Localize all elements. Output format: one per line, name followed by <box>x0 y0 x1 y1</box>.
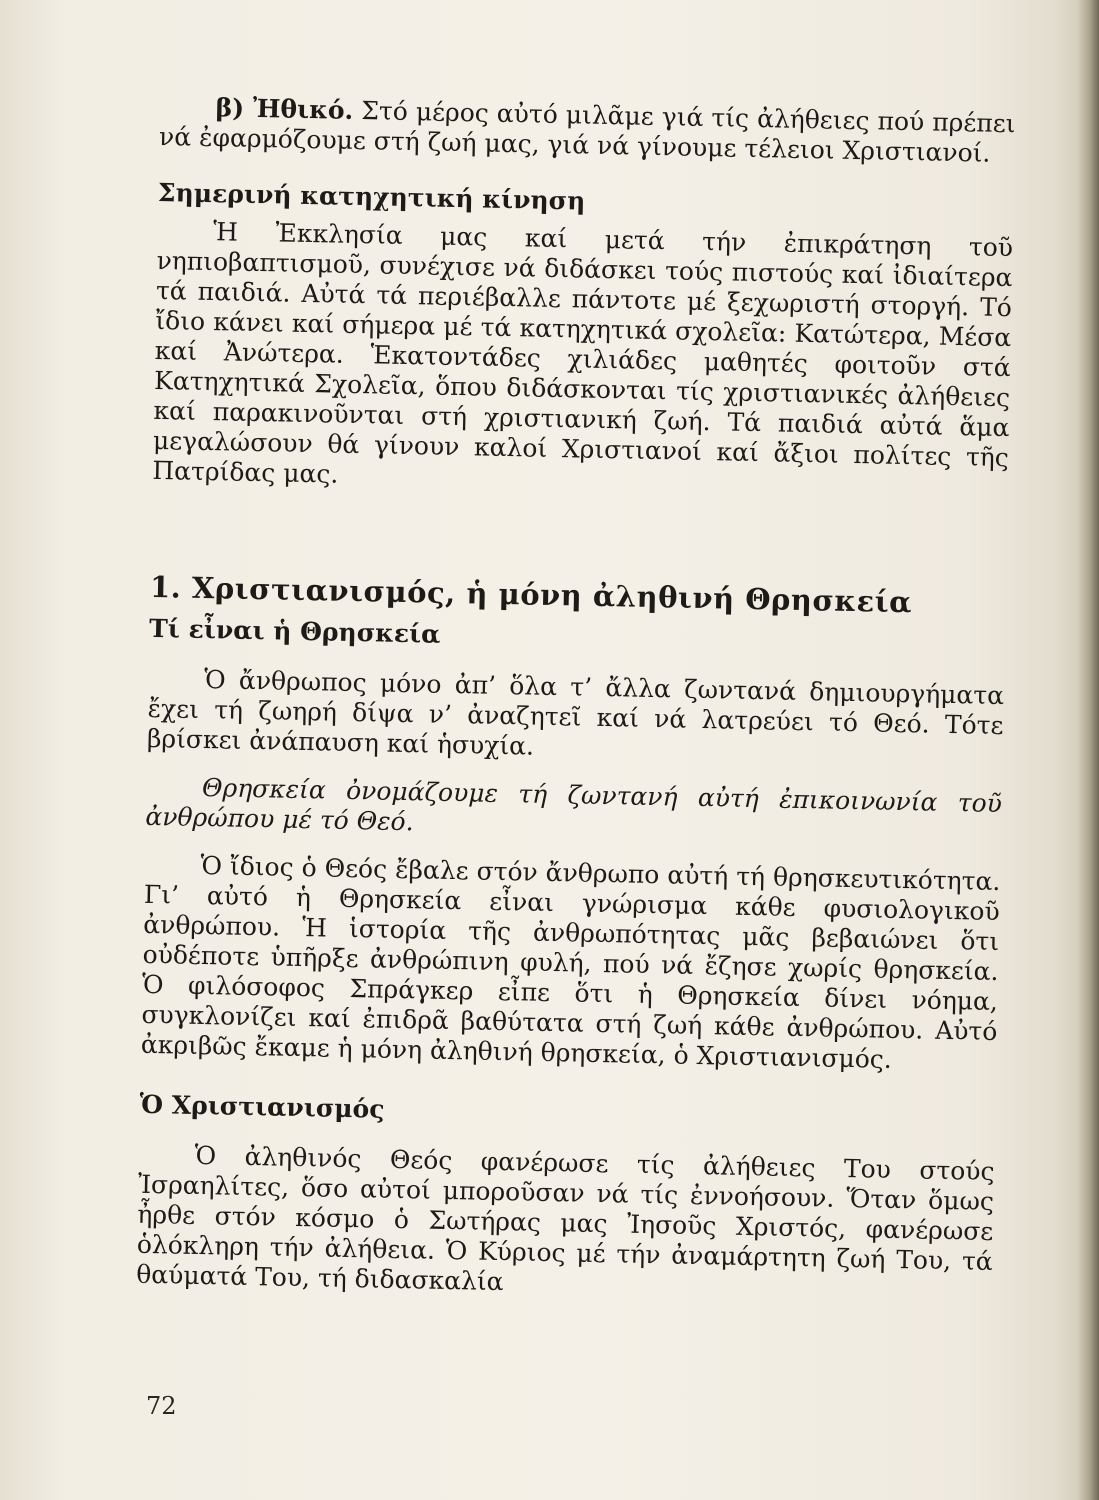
paragraph-religion-1: Ὁ ἄνθρωπος μόνο ἀπ’ ὅλα τ’ ἄλλα ζωντανά δημιουργήματα ἔχει τή ζωηρή δίψα ν’ ἀναζητεῖ καί νά λατρεύει τό Θεό. Τότε βρίσκει ἀνάπαυση καί ἡσυχία. <box>146 665 1005 761</box>
paragraph-religion-definition: Θρησκεία ὀνομάζουμε τή ζωντανή αὐτή ἐπικοινωνία τοῦ ἀνθρώπου μέ τό Θεό. <box>145 772 1003 837</box>
heading-catechetical-movement: Σημερινή κατηχητική κίνηση <box>157 177 586 216</box>
heading-christianity: Ὁ Χριστιανισμός <box>139 1089 385 1124</box>
page-edge-shadow <box>1077 0 1099 1500</box>
chapter-title: 1. Χριστιανισμός, ἡ μόνη ἀληθινή Θρησκεία <box>149 569 913 620</box>
page-text-block <box>136 92 1016 1307</box>
paragraph-religion-2: Ὁ ἴδιος ὁ Θεός ἔβαλε στόν ἄνθρωπο αὐτή τή θρησκευτικότητα. Γι’ αὐτό ἡ Θρησκεία εἶναι γνώρισμα κάθε φυσιολογικοῦ ἀνθρώπου. Ἡ ἱστορία τῆς ἀνθρωπότητας μᾶς βεβαιώνει ὅτι οὐδέποτε ὑπῆρξε ἀνθρώπινη φυλή, πού νά ἔζησε χωρίς θρησκεία. Ὁ φιλόσοφος Σπράγκερ εἶπε ὅτι ἡ Θρησκεία δίνει νόημα, συγκλονίζει καί ἐπιδρᾶ βαθύτατα στή ζωή κάθε ἀνθρώπου. Αὐτό ἀκριβῶς ἔκαμε ἡ μόνη ἀληθινή θρησκεία, ὁ Χριστιανισμός. <box>140 850 1001 1074</box>
heading-what-is-religion: Τί εἶναι ἡ Θρησκεία <box>148 613 441 649</box>
paragraph-christianity: Ὁ ἀληθινός Θεός φανέρωσε τίς ἀλήθειες Του στούς Ἰσραηλίτες, ὅσο αὐτοί μποροῦσαν νά τίς ἐννοήσουν. Ὅταν ὅμως ἦρθε στόν κόσμο ὁ Σωτήρας μας Ἰησοῦς Χριστός, φανέρωσε ὁλόκληρη τήν ἀλήθεια. Ὁ Κύριος μέ τήν ἀναμάρτητη ζωή Του, τά θαύματά Του, τή διδασκαλία <box>135 1140 995 1297</box>
section-b-lead: β) Ἠθικό. <box>215 93 354 125</box>
paragraph-catechetical-movement: Ἡ Ἐκκλησία μας καί μετά τήν ἐπικράτηση τοῦ νηπιοβαπτισμοῦ, συνέχισε νά διδάσκει τούς πιστούς καί ἰδιαίτερα τά παιδιά. Αὐτά τά περιέβαλλε πάντοτε μέ ξεχωριστή στοργή. Τό ἴδιο κάνει καί σήμερα μέ τά κατηχητικά σχολεῖα: Κατώτερα, Μέσα καί Ἀνώτερα. Ἑκατοντάδες χιλιάδες μαθητές φοιτοῦν στά Κατηχητικά Σχολεῖα, ὅπου διδάσκονται τίς χριστιανικές ἀλήθειες καί παρακινοῦνται στή χριστιανική ζωή. Τά παιδιά αὐτά ἅμα μεγαλώσουν θά γίνουν καλοί Χριστιανοί καί ἄξιοι πολίτες τῆς Πατρίδας μας. <box>152 217 1014 489</box>
section-b-text: Στό μέρος αὐτό μιλᾶμε γιά τίς ἀλήθειες πού πρέπει νά ἐφαρμόζουμε στή ζωή μας, γιά νά γίνουμε τέλειοι Χριστιανοί. <box>158 96 1016 168</box>
page-number: 72 <box>146 1392 177 1420</box>
section-b-paragraph <box>159 92 1016 169</box>
